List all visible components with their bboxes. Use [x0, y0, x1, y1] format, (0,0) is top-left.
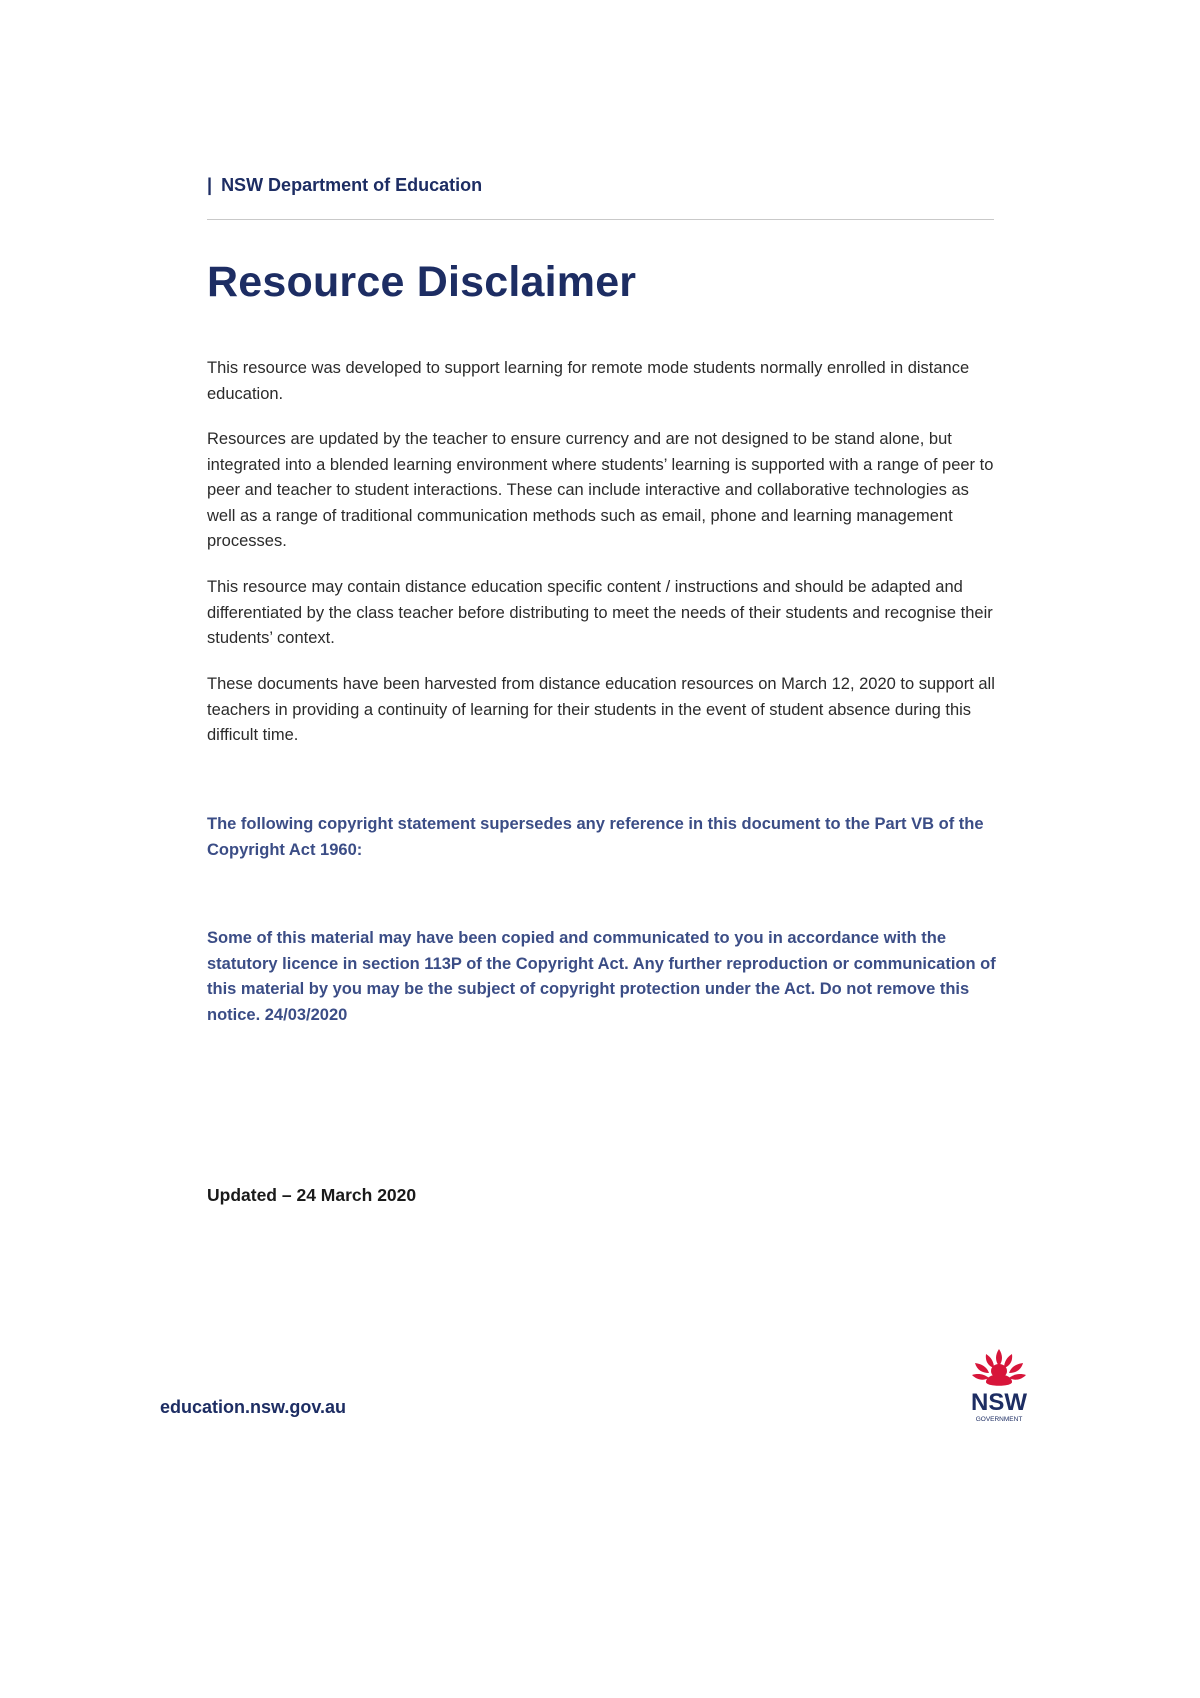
paragraph-harvested: These documents have been harvested from distance education resources on March 12, 2020 to support all teachers in providing a continuity of learning for their students in the event of student absence during this difficult time. [207, 675, 995, 744]
logo-government-text: GOVERNMENT [975, 1416, 1023, 1423]
logo-nsw-text: NSW [971, 1389, 1027, 1416]
waratah-icon [972, 1349, 1026, 1386]
paragraph-adaptation: This resource may contain distance education specific content / instructions and should be adapted and differentiated by the class teacher before distributing to meet the needs of their students and recognise their students’ context. [207, 578, 993, 647]
nsw-government-logo [964, 1345, 1034, 1425]
paragraph-purpose: This resource was developed to support learning for remote mode students normally enrolled in distance education. [207, 359, 970, 403]
header-organisation: NSW Department of Education [221, 175, 483, 195]
page-header [207, 175, 482, 196]
copyright-statement-intro: The following copyright statement supersedes any reference in this document to the Part VB of the Copyright Act 1960: [207, 815, 984, 859]
header-separator: | [207, 175, 213, 195]
paragraph-resources-updated: Resources are updated by the teacher to ensure currency and are not designed to be stand alone, but integrated into a blended learning environment where students’ learning is supported with a range of peer to peer and teacher to student interactions. These can include interactive and collaborative technologies as well as a range of traditional communication methods such as email, phone and learning management processes. [207, 430, 994, 550]
copyright-notice: Some of this material may have been copied and communicated to you in accordance with the statutory licence in section 113P of the Copyright Act. Any further reproduction or communication of this material by you may be the subject of copyright protection under the Act. Do not remove this notice. 24/03/2020 [207, 929, 996, 1024]
updated-date: Updated – 24 March 2020 [207, 1185, 417, 1205]
header-divider [207, 219, 994, 220]
page-title: Resource Disclaimer [207, 258, 637, 306]
footer-url: education.nsw.gov.au [160, 1397, 347, 1417]
